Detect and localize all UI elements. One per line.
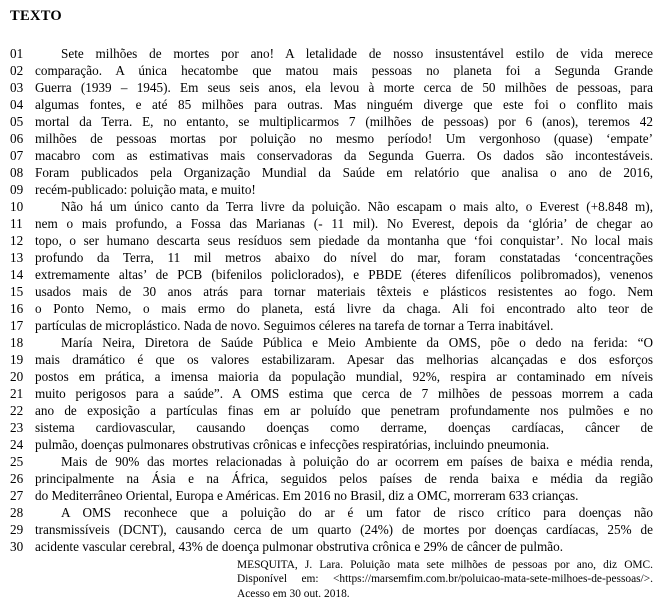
text-line: [10, 317, 653, 334]
line-number: 20: [10, 369, 24, 384]
line-text: Mais de 90% das mortes relacionadas à poluição do ar ocorrem em países de baixa e média renda,: [61, 454, 653, 469]
line-text: profundo da Terra, 11 mil metros abaixo do nível do mar, foram constatadas ‘concentrações: [35, 250, 653, 265]
line-number: 25: [10, 454, 24, 469]
line-text: Não há um único canto da Terra livre da poluição. Não escapam o mais alto, o Everest (+8.848 m),: [61, 199, 653, 214]
text-line: [10, 334, 653, 351]
line-number: 28: [10, 505, 24, 520]
text-line: [10, 453, 653, 470]
line-text: postos em prática, a imensa maioria da população mundial, 92%, respira ar contaminado em níveis: [35, 369, 653, 384]
line-number: 16: [10, 301, 24, 316]
line-text: A OMS reconhece que a poluição do ar é um fator de risco crítico para doenças não: [61, 505, 653, 520]
line-number: 19: [10, 352, 24, 367]
text-line: [10, 45, 653, 62]
line-number: 23: [10, 420, 24, 435]
source-citation: [237, 558, 653, 601]
line-text: ano de exposição a partículas finas em ar poluído que penetram profundamente nos pulmões e no: [35, 403, 653, 418]
line-text: recém-publicado: poluição mata, e muito!: [35, 182, 256, 197]
line-text: milhões de pessoas mortas por poluição no mesmo período! Um vergonhoso (quase) ‘empate’: [35, 131, 653, 146]
line-number: 18: [10, 335, 24, 350]
line-text: nem o mais profundo, a Fossa das Marianas (- 11 mil). No Everest, depois da ‘glória’ de chegar ao: [35, 216, 653, 231]
text-line: [10, 402, 653, 419]
line-text: Foram publicados pela Organização Mundial da Saúde em relatório que analisa o ano de 2016,: [35, 165, 653, 180]
line-number: 03: [10, 80, 24, 95]
line-text: acidente vascular cerebral, 43% de doença pulmonar obstrutiva crônica e 29% de câncer de pulmão.: [35, 539, 563, 554]
line-number: 21: [10, 386, 24, 401]
line-text: topo, o ser humano descarta seus resíduos sem piedade da montanha que ‘foi conquistar’. No local mais: [35, 233, 653, 248]
line-number: 29: [10, 522, 24, 537]
text-line: [10, 521, 653, 538]
citation-access-date: Acesso em 30 out. 2018.: [237, 587, 350, 600]
line-number: 01: [10, 46, 24, 61]
line-text: mortal da Terra. E, no entanto, se multiplicarmos 7 (milhões de pessoas) por 6 (anos), teremos 42: [35, 114, 653, 129]
line-text: extremamente altas’ de PCB (bifenilos policlorados), e PBDE (éteres difenílicos polibromados), venenos: [35, 267, 653, 282]
line-text: algumas fontes, e até 85 milhões para outras. Mas ninguém diverge que este foi o conflito mais: [35, 97, 653, 112]
line-text: partículas de microplástico. Nada de novo. Seguimos céleres na tarefa de tornar a Terra inabitável.: [35, 318, 554, 333]
line-number: 27: [10, 488, 24, 503]
text-line: [10, 368, 653, 385]
line-number: 11: [10, 216, 23, 231]
line-number: 14: [10, 267, 24, 282]
text-line: [10, 504, 653, 521]
text-line: [10, 62, 653, 79]
text-line: [10, 181, 653, 198]
text-line: [10, 266, 653, 283]
line-number: 04: [10, 97, 24, 112]
line-number: 26: [10, 471, 24, 486]
text-line: [10, 147, 653, 164]
line-number: 02: [10, 63, 24, 78]
line-text: Guerra (1939 – 1945). Em seus seis anos, ela levou à morte cerca de 50 milhões de pessoas, para: [35, 80, 653, 95]
line-number: 30: [10, 539, 24, 554]
line-text: comparação. A única hecatombe que matou mais pessoas no planeta foi a Segunda Grande: [35, 63, 653, 78]
line-text: principalmente na Ásia e na África, seguidos pelos países de renda baixa e média da região: [35, 471, 653, 486]
line-number: 24: [10, 437, 24, 452]
page-title: TEXTO: [10, 8, 63, 24]
text-line: [10, 385, 653, 402]
line-number: 13: [10, 250, 24, 265]
line-text: do Mediterrâneo Oriental, Europa e Américas. Em 2016 no Brasil, diz a OMC, morreram 633 crianças.: [35, 488, 579, 503]
line-number: 15: [10, 284, 24, 299]
line-number: 12: [10, 233, 24, 248]
text-line: [10, 232, 653, 249]
text-line: [10, 130, 653, 147]
citation-url: Disponível em: <https://marsemfim.com.br/poluicao-mata-sete-milhoes-de-pessoas/>.: [237, 573, 653, 586]
text-line: [10, 215, 653, 232]
line-text: pulmão, doenças pulmonares obstrutivas crônicas e infecções respiratórias, incluindo pneumonia.: [35, 437, 550, 452]
text-line: [10, 487, 653, 504]
line-number: 09: [10, 182, 24, 197]
line-number: 07: [10, 148, 24, 163]
citation-author-title: MESQUITA, J. Lara. Poluição mata sete milhões de pessoas por ano, diz OMC.: [237, 559, 653, 571]
line-text: Sete milhões de mortes por ano! A letalidade de nosso insustentável estilo de vida merece: [61, 46, 653, 61]
line-text: o Ponto Nemo, o mais ermo do planeta, está livre da chaga. Ali foi encontrado alto teor de: [35, 301, 653, 316]
text-line: [10, 198, 653, 215]
numbered-text-block: [10, 45, 653, 555]
line-number: 08: [10, 165, 24, 180]
line-text: usados mais de 30 anos atrás para tornar materiais têxteis e plásticos resistentes ao fogo. Nem: [35, 284, 653, 299]
text-line: [10, 300, 653, 317]
line-text: muito perigosos para a saúde”. A OMS estima que cerca de 7 milhões de pessoas morrem a cada: [35, 386, 653, 401]
line-number: 10: [10, 199, 24, 214]
line-number: 06: [10, 131, 24, 146]
text-line: [10, 96, 653, 113]
line-number: 05: [10, 114, 24, 129]
line-number: 22: [10, 403, 24, 418]
text-line: [10, 79, 653, 96]
text-line: [10, 538, 653, 555]
text-line: [10, 164, 653, 181]
text-line: [10, 419, 653, 436]
text-line: [10, 351, 653, 368]
line-text: macabro com as estimativas mais conservadoras da Segunda Guerra. Os dados são incontestáveis.: [35, 148, 653, 163]
line-number: 17: [10, 318, 24, 333]
line-text: sistema cardiovascular, causando doenças como derrame, doenças cardíacas, câncer de: [35, 420, 653, 435]
text-line: [10, 113, 653, 130]
text-line: [10, 283, 653, 300]
line-text: María Neira, Diretora de Saúde Pública e Meio Ambiente da OMS, põe o dedo na ferida: “O: [61, 335, 653, 350]
line-text: mais dramático é que os valores estabilizaram. Apesar das melhorias alcançadas e dos esforços: [35, 352, 653, 367]
text-line: [10, 249, 653, 266]
line-text: transmissíveis (DCNT), causando cerca de um quarto (24%) de mortes por doenças cardíacas, 25% de: [35, 522, 653, 537]
text-line: [10, 470, 653, 487]
text-line: [10, 436, 653, 453]
